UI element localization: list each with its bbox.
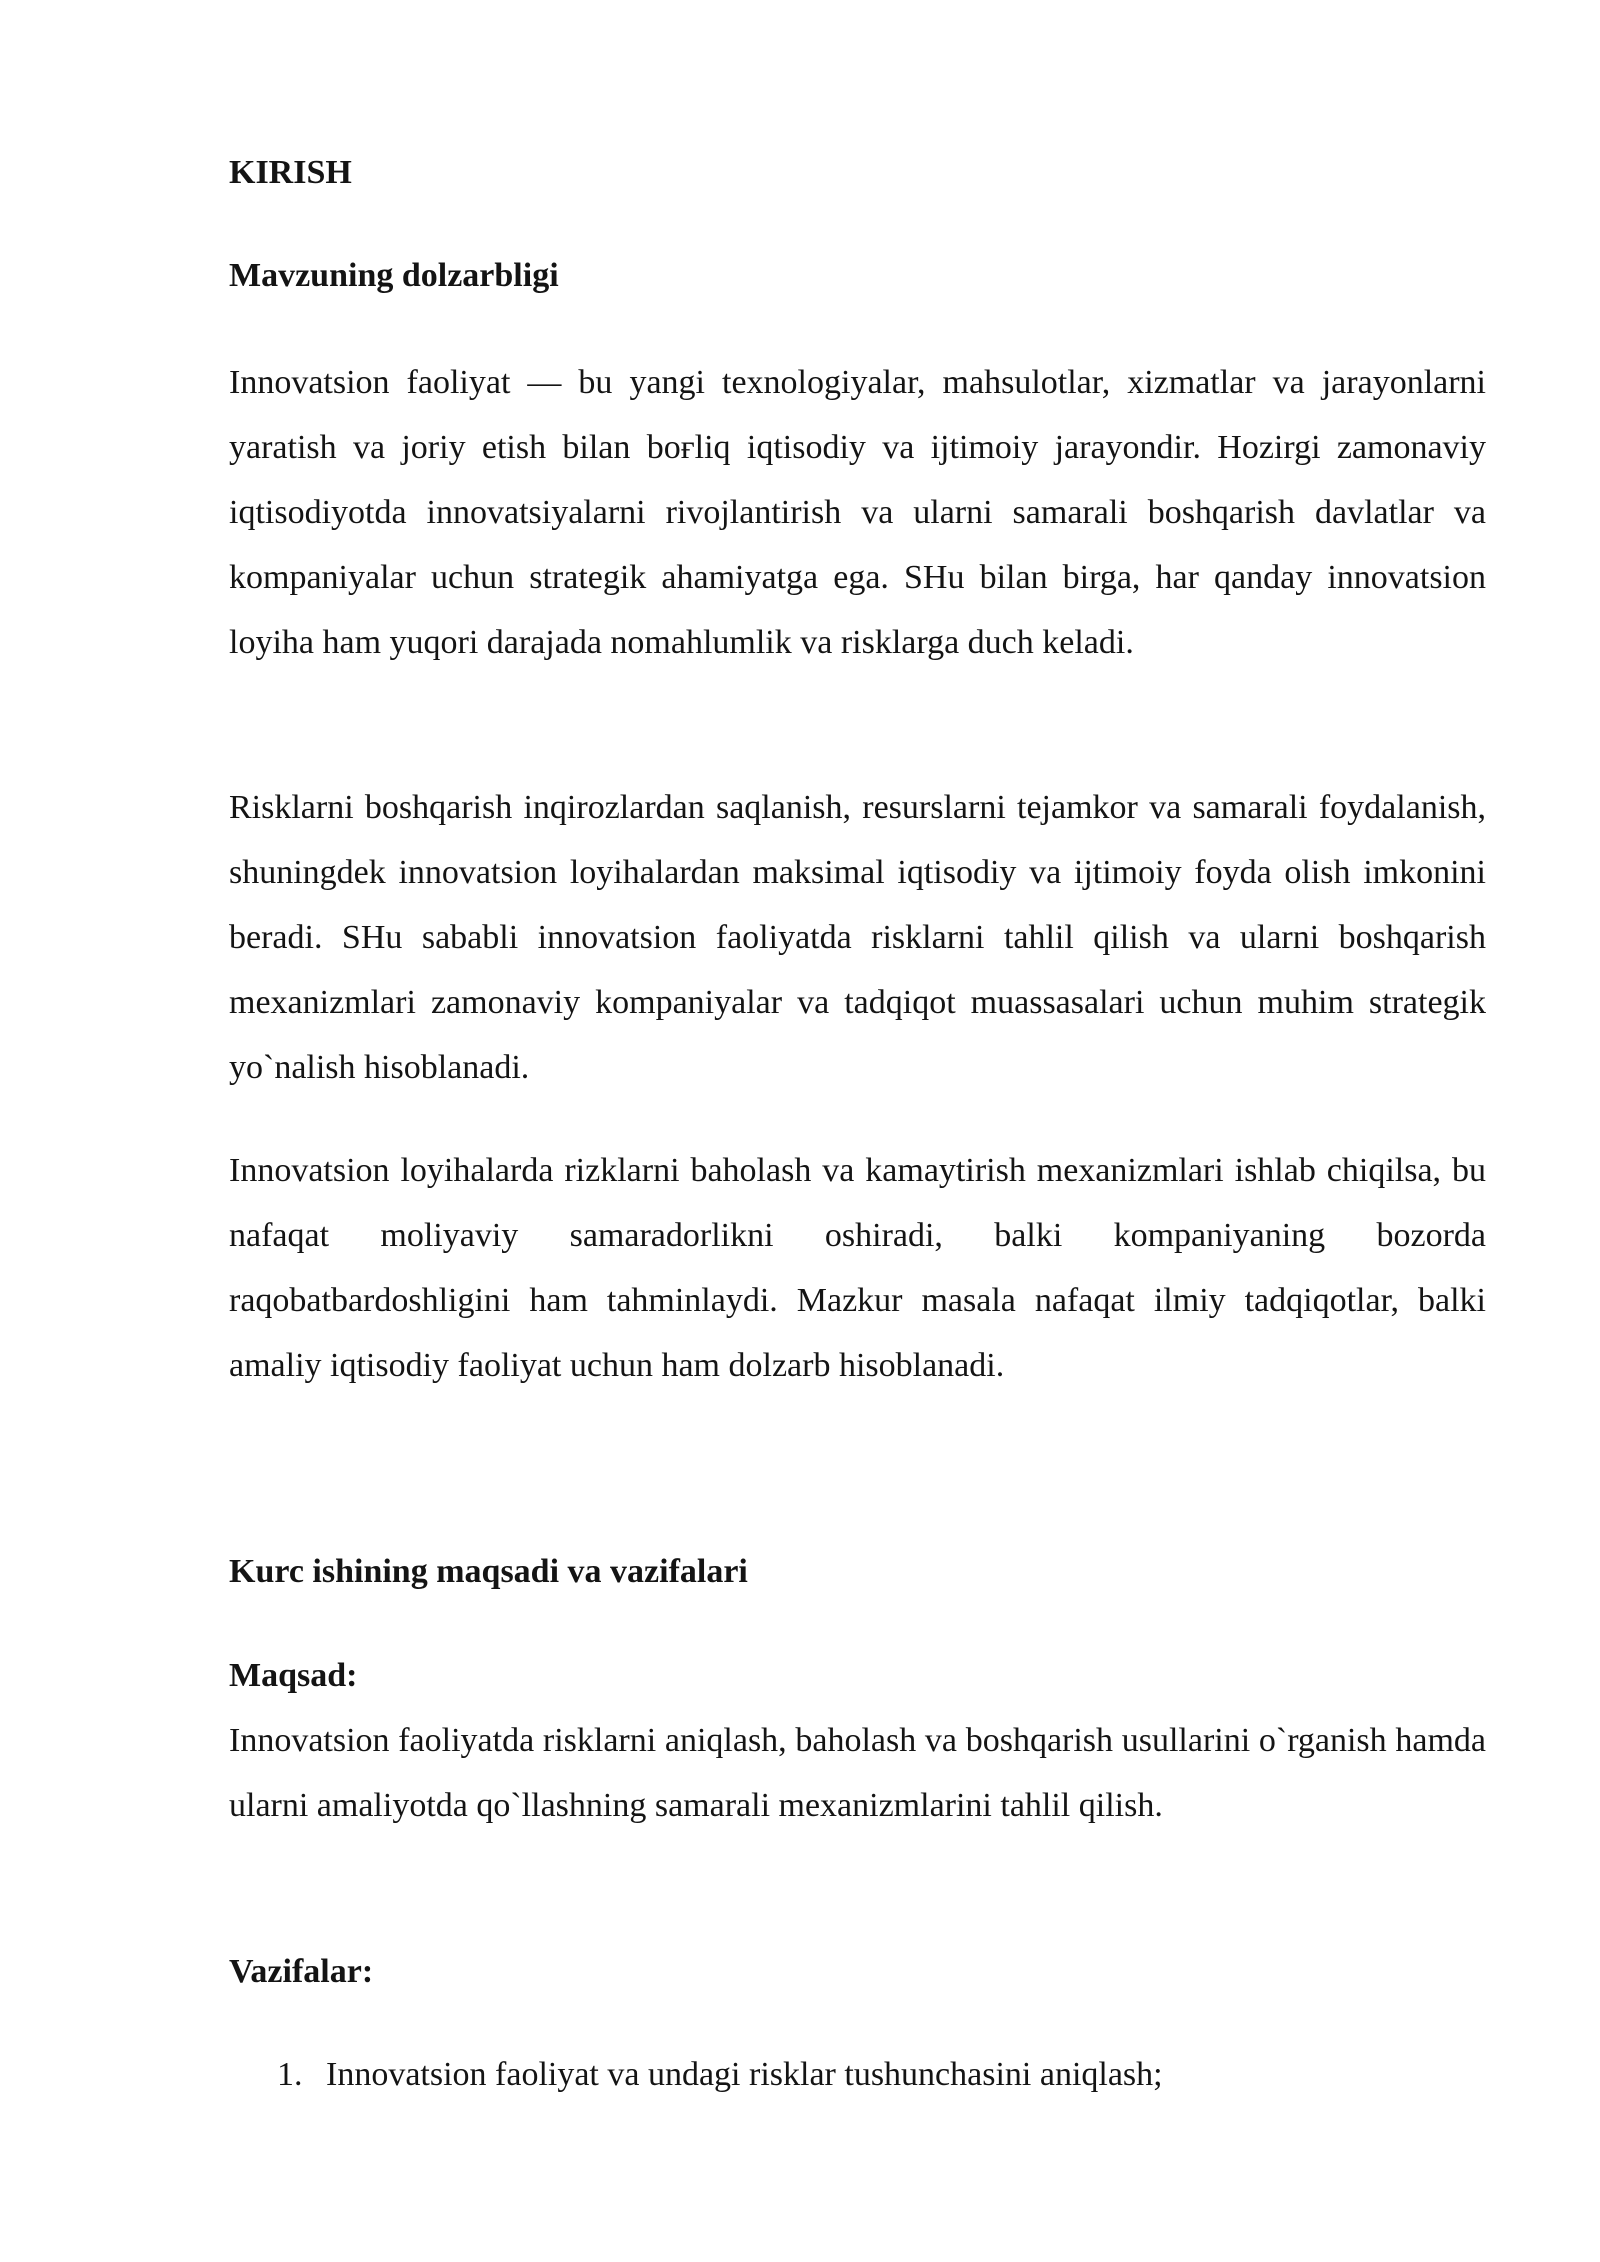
section-heading-relevance: Mavzuning dolzarbligi bbox=[229, 257, 559, 294]
tasks-label: Vazifalar: bbox=[229, 1953, 374, 1990]
goal-label: Maqsad: bbox=[229, 1657, 358, 1694]
list-item-text: Innovatsion faoliyat va undagi risklar tushunchasini aniqlash; bbox=[326, 2056, 1163, 2093]
tasks-list bbox=[229, 2042, 1486, 2107]
paragraph-2: Risklarni boshqarish inqirozlardan saqlanish, resurslarni tejamkor va samarali foydalanish, shuningdek innovatsion loyihalardan maksimal iqtisodiy va ijtimoiy foyda olish imkonini beradi. SHu sababli innovatsion faoliyatda risklarni tahlil qilish va ularni boshqarish mexanizmlari zamonaviy kompaniyalar va tadqiqot muassasalari uchun muhim strategik yo`nalish hisoblanadi. bbox=[229, 789, 1486, 1086]
paragraph-1: Innovatsion faoliyat — bu yangi texnologiyalar, mahsulotlar, xizmatlar va jarayonlarni yaratish va joriy etish bilan boғliq iqtisodiy va ijtimoiy jarayondir. Hozirgi zamonaviy iqtisodiyotda innovatsiyalarni rivojlantirish va ularni samarali boshqarish davlatlar va kompaniyalar uchun strategik ahamiyatga ega. SHu bilan birga, har qanday innovatsion loyiha ham yuqori darajada nomahlumlik va risklarga duch keladi. bbox=[229, 364, 1486, 661]
list-item-number: 1. bbox=[277, 2056, 303, 2093]
document-title: KIRISH bbox=[229, 154, 352, 191]
paragraph-3: Innovatsion loyihalarda rizklarni baholash va kamaytirish mexanizmlari ishlab chiqilsa, bu nafaqat moliyaviy samaradorlikni oshiradi, balki kompaniyaning bozorda raqobatbardoshligini ham tahminlaydi. Mazkur masala nafaqat ilmiy tadqiqotlar, balki amaliy iqtisodiy faoliyat uchun ham dolzarb hisoblanadi. bbox=[229, 1152, 1486, 1384]
list-item bbox=[229, 2042, 1486, 2107]
section-heading-goals: Kurc ishining maqsadi va vazifalari bbox=[229, 1553, 748, 1590]
goal-text: Innovatsion faoliyatda risklarni aniqlash, baholash va boshqarish usullarini o`rganish hamda ularni amaliyotda qo`llashning samarali mexanizmlarini tahlil qilish. bbox=[229, 1722, 1486, 1824]
